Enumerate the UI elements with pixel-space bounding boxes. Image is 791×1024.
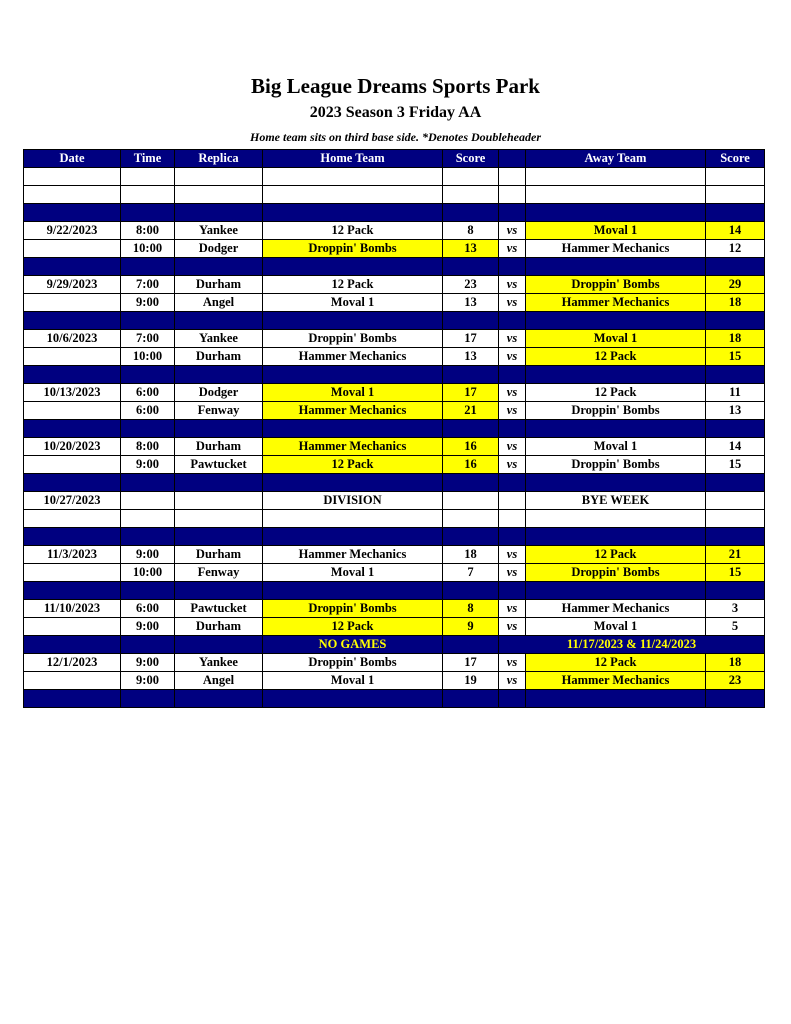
home-team: Droppin' Bombs (263, 240, 443, 258)
separator-row (24, 204, 765, 222)
home-score: 8 (443, 222, 499, 240)
vs-label: vs (499, 402, 526, 420)
empty-cell (526, 474, 706, 492)
empty-cell (526, 528, 706, 546)
home-score: 16 (443, 456, 499, 474)
away-score: 12 (706, 240, 765, 258)
header-row (24, 150, 765, 168)
vs-label: vs (499, 672, 526, 690)
game-replica: Angel (175, 294, 263, 312)
empty-cell (175, 582, 263, 600)
empty-cell (443, 168, 499, 186)
empty-cell (121, 636, 175, 654)
game-replica: Pawtucket (175, 600, 263, 618)
no-games-row (24, 636, 765, 654)
game-time: 9:00 (121, 672, 175, 690)
vs-label: vs (499, 600, 526, 618)
empty-cell (706, 366, 765, 384)
away-team: Hammer Mechanics (526, 600, 706, 618)
empty-cell (499, 420, 526, 438)
home-team: Moval 1 (263, 384, 443, 402)
game-row (24, 348, 765, 366)
away-score: 21 (706, 546, 765, 564)
away-team: Hammer Mechanics (526, 672, 706, 690)
home-team: Hammer Mechanics (263, 402, 443, 420)
separator-row (24, 528, 765, 546)
empty-cell (263, 312, 443, 330)
vs-label: vs (499, 564, 526, 582)
game-row (24, 456, 765, 474)
game-date: 10/6/2023 (24, 330, 121, 348)
empty-cell (175, 366, 263, 384)
empty-cell (121, 582, 175, 600)
home-score: 13 (443, 348, 499, 366)
away-team: 12 Pack (526, 546, 706, 564)
empty-cell (263, 366, 443, 384)
game-row (24, 672, 765, 690)
header-home-score: Score (443, 150, 499, 168)
home-team: Droppin' Bombs (263, 654, 443, 672)
vs-label: vs (499, 294, 526, 312)
home-team: Hammer Mechanics (263, 438, 443, 456)
empty-cell (706, 492, 765, 510)
away-team: Moval 1 (526, 222, 706, 240)
empty-cell (443, 510, 499, 528)
game-date: 10/13/2023 (24, 384, 121, 402)
empty-cell (526, 690, 706, 708)
empty-cell (499, 528, 526, 546)
game-date: 9/29/2023 (24, 276, 121, 294)
home-score: 23 (443, 276, 499, 294)
empty-cell (526, 582, 706, 600)
empty-cell (175, 636, 263, 654)
empty-cell (706, 582, 765, 600)
away-score: 18 (706, 654, 765, 672)
empty-cell (706, 510, 765, 528)
header-vs (499, 150, 526, 168)
vs-label: vs (499, 618, 526, 636)
game-row (24, 564, 765, 582)
empty-cell (526, 186, 706, 204)
game-date (24, 348, 121, 366)
away-score: 15 (706, 348, 765, 366)
game-date (24, 240, 121, 258)
game-date: 10/20/2023 (24, 438, 121, 456)
separator-row (24, 474, 765, 492)
empty-cell (499, 186, 526, 204)
empty-cell (175, 258, 263, 276)
empty-cell (526, 366, 706, 384)
game-time: 9:00 (121, 654, 175, 672)
vs-label: vs (499, 546, 526, 564)
game-date (24, 672, 121, 690)
empty-cell (121, 366, 175, 384)
empty-cell (706, 690, 765, 708)
empty-cell (263, 510, 443, 528)
bye-week: BYE WEEK (526, 492, 706, 510)
empty-cell (24, 420, 121, 438)
game-time: 9:00 (121, 294, 175, 312)
blank-row (24, 168, 765, 186)
schedule-table (23, 149, 765, 708)
away-team: 12 Pack (526, 348, 706, 366)
away-score: 29 (706, 276, 765, 294)
empty-cell (706, 258, 765, 276)
game-row (24, 276, 765, 294)
empty-cell (121, 510, 175, 528)
game-replica: Yankee (175, 654, 263, 672)
away-score: 11 (706, 384, 765, 402)
empty-cell (443, 258, 499, 276)
vs-label: vs (499, 276, 526, 294)
home-team: Hammer Mechanics (263, 348, 443, 366)
empty-cell (263, 474, 443, 492)
game-row (24, 546, 765, 564)
game-row (24, 438, 765, 456)
empty-cell (121, 258, 175, 276)
empty-cell (121, 186, 175, 204)
away-team: Hammer Mechanics (526, 240, 706, 258)
header-away-team: Away Team (526, 150, 706, 168)
game-replica: Durham (175, 618, 263, 636)
away-team: Droppin' Bombs (526, 402, 706, 420)
game-row (24, 384, 765, 402)
game-date: 11/3/2023 (24, 546, 121, 564)
empty-cell (121, 168, 175, 186)
away-team: Moval 1 (526, 438, 706, 456)
game-replica: Dodger (175, 384, 263, 402)
empty-cell (499, 168, 526, 186)
home-score: 13 (443, 294, 499, 312)
game-time: 8:00 (121, 438, 175, 456)
empty-cell (526, 420, 706, 438)
empty-cell (24, 186, 121, 204)
empty-cell (443, 312, 499, 330)
vs-label: vs (499, 348, 526, 366)
empty-cell (263, 186, 443, 204)
empty-cell (526, 312, 706, 330)
away-score: 18 (706, 330, 765, 348)
home-team: 12 Pack (263, 276, 443, 294)
game-date (24, 618, 121, 636)
empty-cell (24, 258, 121, 276)
empty-cell (24, 528, 121, 546)
game-time: 6:00 (121, 402, 175, 420)
game-date (24, 456, 121, 474)
away-score: 23 (706, 672, 765, 690)
empty-cell (121, 420, 175, 438)
empty-cell (175, 204, 263, 222)
empty-cell (263, 528, 443, 546)
empty-cell (499, 582, 526, 600)
empty-cell (443, 690, 499, 708)
header-home-team: Home Team (263, 150, 443, 168)
game-row (24, 222, 765, 240)
away-team: Moval 1 (526, 330, 706, 348)
vs-label: vs (499, 330, 526, 348)
away-team: 12 Pack (526, 654, 706, 672)
game-replica: Durham (175, 546, 263, 564)
empty-cell (121, 492, 175, 510)
game-time: 9:00 (121, 456, 175, 474)
home-score: 16 (443, 438, 499, 456)
blank-row (24, 186, 765, 204)
empty-cell (499, 474, 526, 492)
home-team: Droppin' Bombs (263, 330, 443, 348)
away-score: 14 (706, 438, 765, 456)
empty-cell (175, 690, 263, 708)
game-date (24, 402, 121, 420)
game-time: 6:00 (121, 384, 175, 402)
separator-row (24, 582, 765, 600)
game-row (24, 240, 765, 258)
separator-row (24, 420, 765, 438)
empty-cell (121, 528, 175, 546)
page-title: Big League Dreams Sports Park (251, 74, 540, 98)
empty-cell (443, 186, 499, 204)
empty-cell (706, 186, 765, 204)
header-time: Time (121, 150, 175, 168)
no-games-label: NO GAMES (263, 636, 443, 654)
empty-cell (24, 690, 121, 708)
empty-cell (526, 258, 706, 276)
schedule-note: Home team sits on third base side. *Denotes Doubleheader (250, 130, 541, 144)
separator-row (24, 366, 765, 384)
empty-cell (175, 312, 263, 330)
vs-label: vs (499, 240, 526, 258)
empty-cell (24, 312, 121, 330)
empty-cell (121, 474, 175, 492)
game-row (24, 402, 765, 420)
vs-label: vs (499, 438, 526, 456)
home-team: Moval 1 (263, 564, 443, 582)
empty-cell (175, 168, 263, 186)
bye-row (24, 492, 765, 510)
home-score: 18 (443, 546, 499, 564)
empty-cell (443, 204, 499, 222)
empty-cell (24, 168, 121, 186)
separator-row (24, 312, 765, 330)
empty-cell (443, 582, 499, 600)
game-row (24, 600, 765, 618)
empty-cell (175, 420, 263, 438)
empty-cell (263, 582, 443, 600)
season-subtitle: 2023 Season 3 Friday AA (309, 104, 482, 121)
empty-cell (263, 168, 443, 186)
empty-cell (175, 528, 263, 546)
game-time: 10:00 (121, 348, 175, 366)
empty-cell (706, 312, 765, 330)
game-row (24, 654, 765, 672)
blank-row (24, 510, 765, 528)
away-score: 15 (706, 564, 765, 582)
empty-cell (526, 168, 706, 186)
schedule-body (24, 168, 765, 708)
away-team: Hammer Mechanics (526, 294, 706, 312)
away-team: 12 Pack (526, 384, 706, 402)
home-score: 9 (443, 618, 499, 636)
game-time: 7:00 (121, 276, 175, 294)
empty-cell (24, 366, 121, 384)
game-date: 9/22/2023 (24, 222, 121, 240)
empty-cell (121, 204, 175, 222)
game-row (24, 294, 765, 312)
game-time: 9:00 (121, 618, 175, 636)
game-replica: Dodger (175, 240, 263, 258)
game-time: 8:00 (121, 222, 175, 240)
empty-cell (499, 690, 526, 708)
home-score: 7 (443, 564, 499, 582)
separator-row (24, 258, 765, 276)
home-team: Hammer Mechanics (263, 546, 443, 564)
game-date (24, 564, 121, 582)
empty-cell (706, 168, 765, 186)
away-team: Droppin' Bombs (526, 564, 706, 582)
vs-label: vs (499, 654, 526, 672)
home-score: 19 (443, 672, 499, 690)
home-score: 21 (443, 402, 499, 420)
empty-cell (706, 528, 765, 546)
game-replica: Pawtucket (175, 456, 263, 474)
empty-cell (24, 510, 121, 528)
empty-cell (706, 420, 765, 438)
empty-cell (443, 492, 499, 510)
vs-label: vs (499, 384, 526, 402)
empty-cell (443, 528, 499, 546)
game-replica: Fenway (175, 564, 263, 582)
empty-cell (706, 204, 765, 222)
empty-cell (175, 474, 263, 492)
game-date: 12/1/2023 (24, 654, 121, 672)
home-team: Droppin' Bombs (263, 600, 443, 618)
empty-cell (175, 492, 263, 510)
home-score: 13 (443, 240, 499, 258)
empty-cell (263, 420, 443, 438)
empty-cell (175, 186, 263, 204)
empty-cell (263, 690, 443, 708)
home-team: Moval 1 (263, 294, 443, 312)
away-team: Droppin' Bombs (526, 456, 706, 474)
home-score: 17 (443, 654, 499, 672)
away-team: Droppin' Bombs (526, 276, 706, 294)
no-games-dates: 11/17/2023 & 11/24/2023 (499, 636, 765, 654)
bye-division: DIVISION (263, 492, 443, 510)
empty-cell (263, 258, 443, 276)
home-team: 12 Pack (263, 222, 443, 240)
empty-cell (24, 582, 121, 600)
away-score: 14 (706, 222, 765, 240)
bye-date: 10/27/2023 (24, 492, 121, 510)
vs-label: vs (499, 456, 526, 474)
empty-cell (443, 636, 499, 654)
game-row (24, 330, 765, 348)
empty-cell (121, 690, 175, 708)
header-replica: Replica (175, 150, 263, 168)
game-replica: Durham (175, 276, 263, 294)
empty-cell (499, 492, 526, 510)
game-time: 10:00 (121, 564, 175, 582)
empty-cell (499, 366, 526, 384)
empty-cell (526, 204, 706, 222)
away-score: 15 (706, 456, 765, 474)
game-replica: Yankee (175, 222, 263, 240)
empty-cell (443, 474, 499, 492)
game-replica: Durham (175, 348, 263, 366)
home-team: Moval 1 (263, 672, 443, 690)
game-replica: Fenway (175, 402, 263, 420)
empty-cell (443, 420, 499, 438)
game-replica: Yankee (175, 330, 263, 348)
game-time: 9:00 (121, 546, 175, 564)
game-time: 7:00 (121, 330, 175, 348)
home-score: 8 (443, 600, 499, 618)
empty-cell (706, 474, 765, 492)
empty-cell (24, 474, 121, 492)
separator-row (24, 690, 765, 708)
empty-cell (443, 366, 499, 384)
game-date: 11/10/2023 (24, 600, 121, 618)
empty-cell (499, 258, 526, 276)
away-score: 13 (706, 402, 765, 420)
empty-cell (263, 204, 443, 222)
away-score: 3 (706, 600, 765, 618)
home-team: 12 Pack (263, 618, 443, 636)
game-row (24, 618, 765, 636)
header-away-score: Score (706, 150, 765, 168)
game-replica: Angel (175, 672, 263, 690)
empty-cell (24, 636, 121, 654)
home-score: 17 (443, 384, 499, 402)
empty-cell (121, 312, 175, 330)
empty-cell (175, 510, 263, 528)
home-score: 17 (443, 330, 499, 348)
header-date: Date (24, 150, 121, 168)
away-score: 18 (706, 294, 765, 312)
empty-cell (499, 312, 526, 330)
away-team: Moval 1 (526, 618, 706, 636)
empty-cell (499, 204, 526, 222)
home-team: 12 Pack (263, 456, 443, 474)
game-time: 10:00 (121, 240, 175, 258)
game-time: 6:00 (121, 600, 175, 618)
empty-cell (499, 510, 526, 528)
empty-cell (24, 204, 121, 222)
vs-label: vs (499, 222, 526, 240)
game-replica: Durham (175, 438, 263, 456)
away-score: 5 (706, 618, 765, 636)
game-date (24, 294, 121, 312)
empty-cell (526, 510, 706, 528)
